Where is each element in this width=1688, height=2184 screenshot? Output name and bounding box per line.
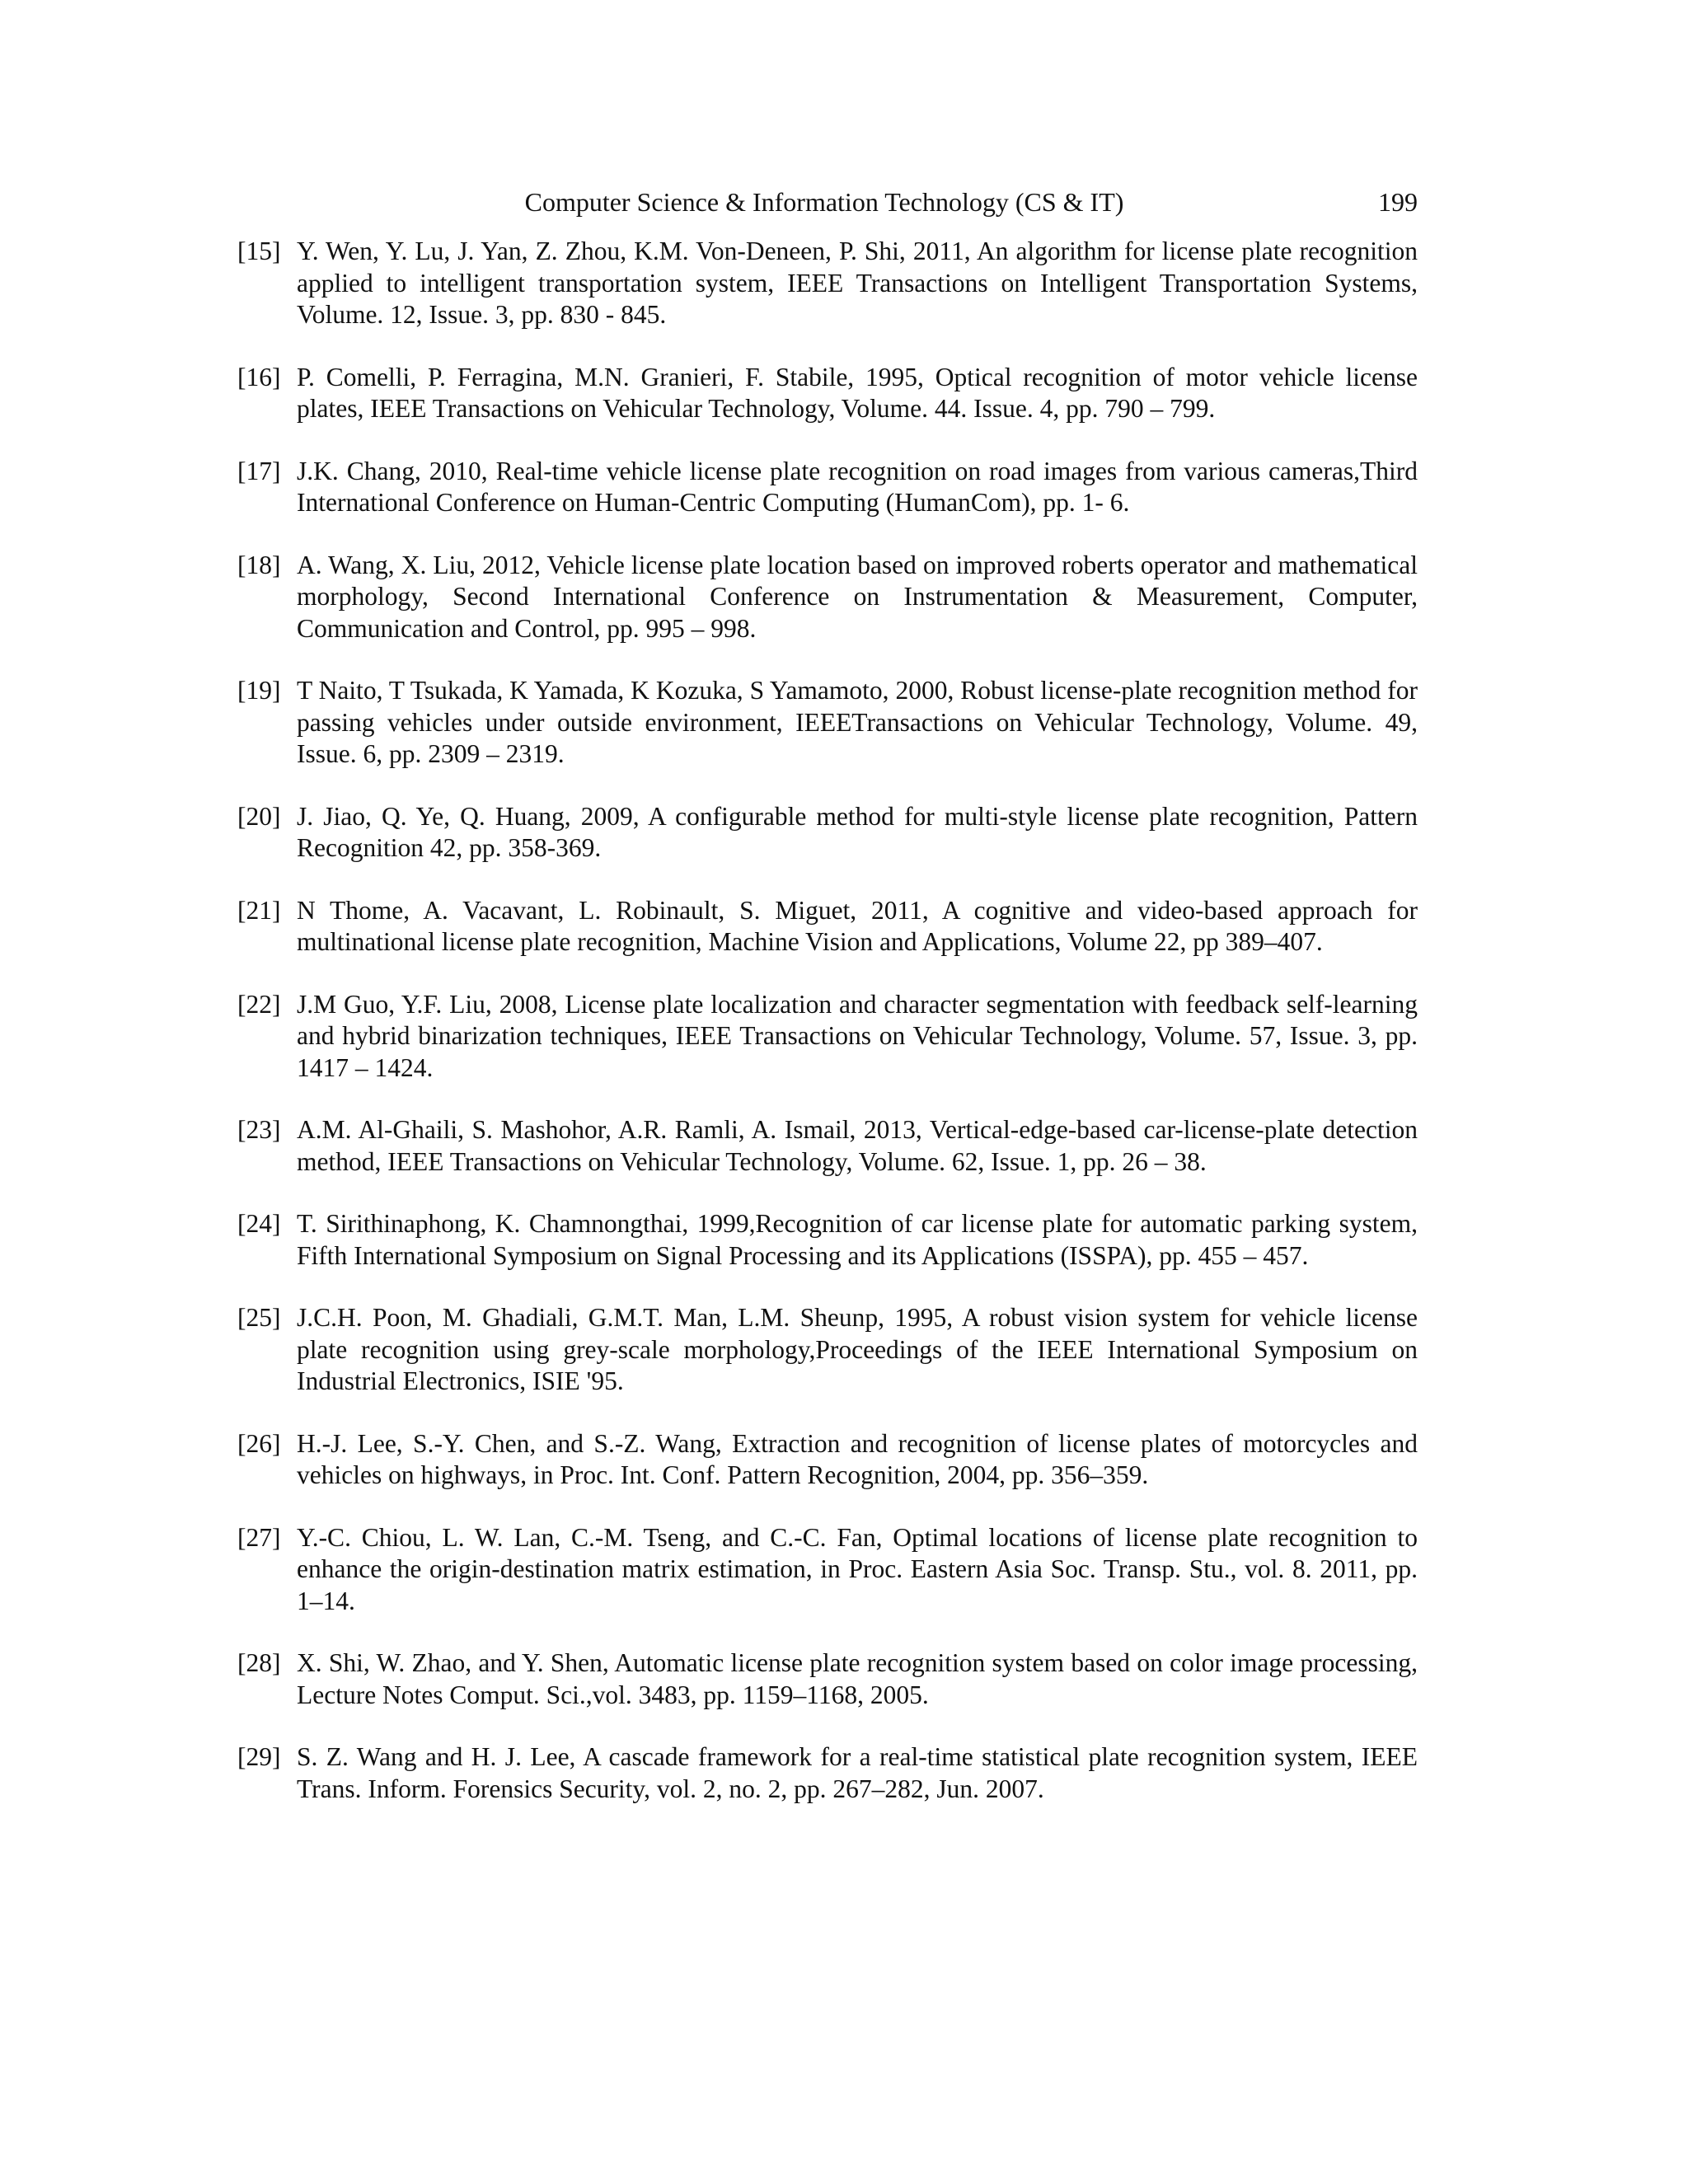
reference-item [237, 989, 1418, 1085]
reference-text: Y.-C. Chiou, L. W. Lan, C.-M. Tseng, and C.-C. Fan, Optimal locations of license plate recognition to enhance the origin-destination matrix estimation, in Proc. Eastern Asia Soc. Transp. Stu., vol. 8. 2011, pp. 1–14. [297, 1522, 1418, 1615]
reference-item [237, 362, 1418, 425]
reference-list [237, 236, 1418, 1835]
reference-item [237, 1114, 1418, 1178]
reference-number: [16] [237, 362, 281, 391]
reference-item [237, 801, 1418, 865]
reference-text: J.C.H. Poon, M. Ghadiali, G.M.T. Man, L.M. Sheunp, 1995, A robust vision system for vehicle license plate recognition using grey-scale morphology,Proceedings of the IEEE International Symposium on Industrial Electronics, ISIE '95. [297, 1303, 1418, 1395]
reference-item [237, 1302, 1418, 1398]
reference-text: P. Comelli, P. Ferragina, M.N. Granieri, F. Stabile, 1995, Optical recognition of motor vehicle license plates, IEEE Transactions on Vehicular Technology, Volume. 44. Issue. 4, pp. 790 – 799. [297, 362, 1418, 423]
reference-text: A. Wang, X. Liu, 2012, Vehicle license plate location based on improved roberts operator and mathematical morphology, Second International Conference on Instrumentation & Measurement, Computer, Communication and Control, pp. 995 – 998. [297, 550, 1418, 643]
reference-item [237, 1647, 1418, 1711]
reference-item [237, 895, 1418, 958]
reference-item [237, 1208, 1418, 1272]
reference-number: [26] [237, 1428, 281, 1458]
reference-text: J.M Guo, Y.F. Liu, 2008, License plate localization and character segmentation with feedback self-learning and hybrid binarization techniques, IEEE Transactions on Vehicular Technology, Volume. 57, Issue. 3, pp. 1417 – 1424. [297, 989, 1418, 1082]
reference-number: [27] [237, 1522, 281, 1552]
reference-text: A.M. Al-Ghaili, S. Mashohor, A.R. Ramli, A. Ismail, 2013, Vertical-edge-based car-license-plate detection method, IEEE Transactions on Vehicular Technology, Volume. 62, Issue. 1, pp. 26 – 38. [297, 1115, 1418, 1176]
reference-text: N Thome, A. Vacavant, L. Robinault, S. Miguet, 2011, A cognitive and video-based approach for multinational license plate recognition, Machine Vision and Applications, Volume 22, pp 389–407. [297, 895, 1418, 956]
page-number: 199 [1378, 187, 1418, 217]
running-header [231, 185, 1418, 219]
journal-title: Computer Science & Information Technology (CS & IT) [524, 187, 1124, 217]
reference-item [237, 1741, 1418, 1805]
reference-item [237, 1428, 1418, 1492]
reference-number: [20] [237, 801, 281, 831]
reference-number: [23] [237, 1115, 281, 1144]
reference-number: [22] [237, 989, 281, 1019]
reference-item [237, 1522, 1418, 1618]
reference-number: [17] [237, 456, 281, 485]
reference-number: [18] [237, 550, 281, 579]
reference-number: [25] [237, 1303, 281, 1332]
reference-text: X. Shi, W. Zhao, and Y. Shen, Automatic license plate recognition system based on color image processing, Lecture Notes Comput. Sci.,vol. 3483, pp. 1159–1168, 2005. [297, 1648, 1418, 1709]
reference-number: [21] [237, 895, 281, 925]
reference-item [237, 236, 1418, 331]
reference-item [237, 456, 1418, 519]
reference-number: [19] [237, 676, 281, 705]
reference-text: J.K. Chang, 2010, Real-time vehicle license plate recognition on road images from various cameras,Third International Conference on Human-Centric Computing (HumanCom), pp. 1- 6. [297, 456, 1418, 517]
reference-text: T. Sirithinaphong, K. Chamnongthai, 1999,Recognition of car license plate for automatic parking system, Fifth International Symposium on Signal Processing and its Applications (ISSPA), pp. 455 – 457. [297, 1209, 1418, 1270]
reference-item [237, 675, 1418, 771]
reference-number: [28] [237, 1648, 281, 1677]
reference-number: [29] [237, 1742, 281, 1771]
reference-text: S. Z. Wang and H. J. Lee, A cascade framework for a real-time statistical plate recognition system, IEEE Trans. Inform. Forensics Security, vol. 2, no. 2, pp. 267–282, Jun. 2007. [297, 1742, 1418, 1803]
reference-text: H.-J. Lee, S.-Y. Chen, and S.-Z. Wang, Extraction and recognition of license plates of motorcycles and vehicles on highways, in Proc. Int. Conf. Pattern Recognition, 2004, pp. 356–359. [297, 1428, 1418, 1489]
reference-text: Y. Wen, Y. Lu, J. Yan, Z. Zhou, K.M. Von-Deneen, P. Shi, 2011, An algorithm for license plate recognition applied to intelligent transportation system, IEEE Transactions on Intelligent Transportation Systems, Volume. 12, Issue. 3, pp. 830 - 845. [297, 237, 1418, 329]
reference-number: [24] [237, 1209, 281, 1238]
reference-text: J. Jiao, Q. Ye, Q. Huang, 2009, A configurable method for multi-style license plate recognition, Pattern Recognition 42, pp. 358-369. [297, 801, 1418, 862]
reference-number: [15] [237, 237, 281, 265]
reference-text: T Naito, T Tsukada, K Yamada, K Kozuka, S Yamamoto, 2000, Robust license-plate recognition method for passing vehicles under outside environment, IEEETransactions on Vehicular Technology, Volume. 49, Issue. 6, pp. 2309 – 2319. [297, 676, 1418, 768]
reference-item [237, 550, 1418, 645]
